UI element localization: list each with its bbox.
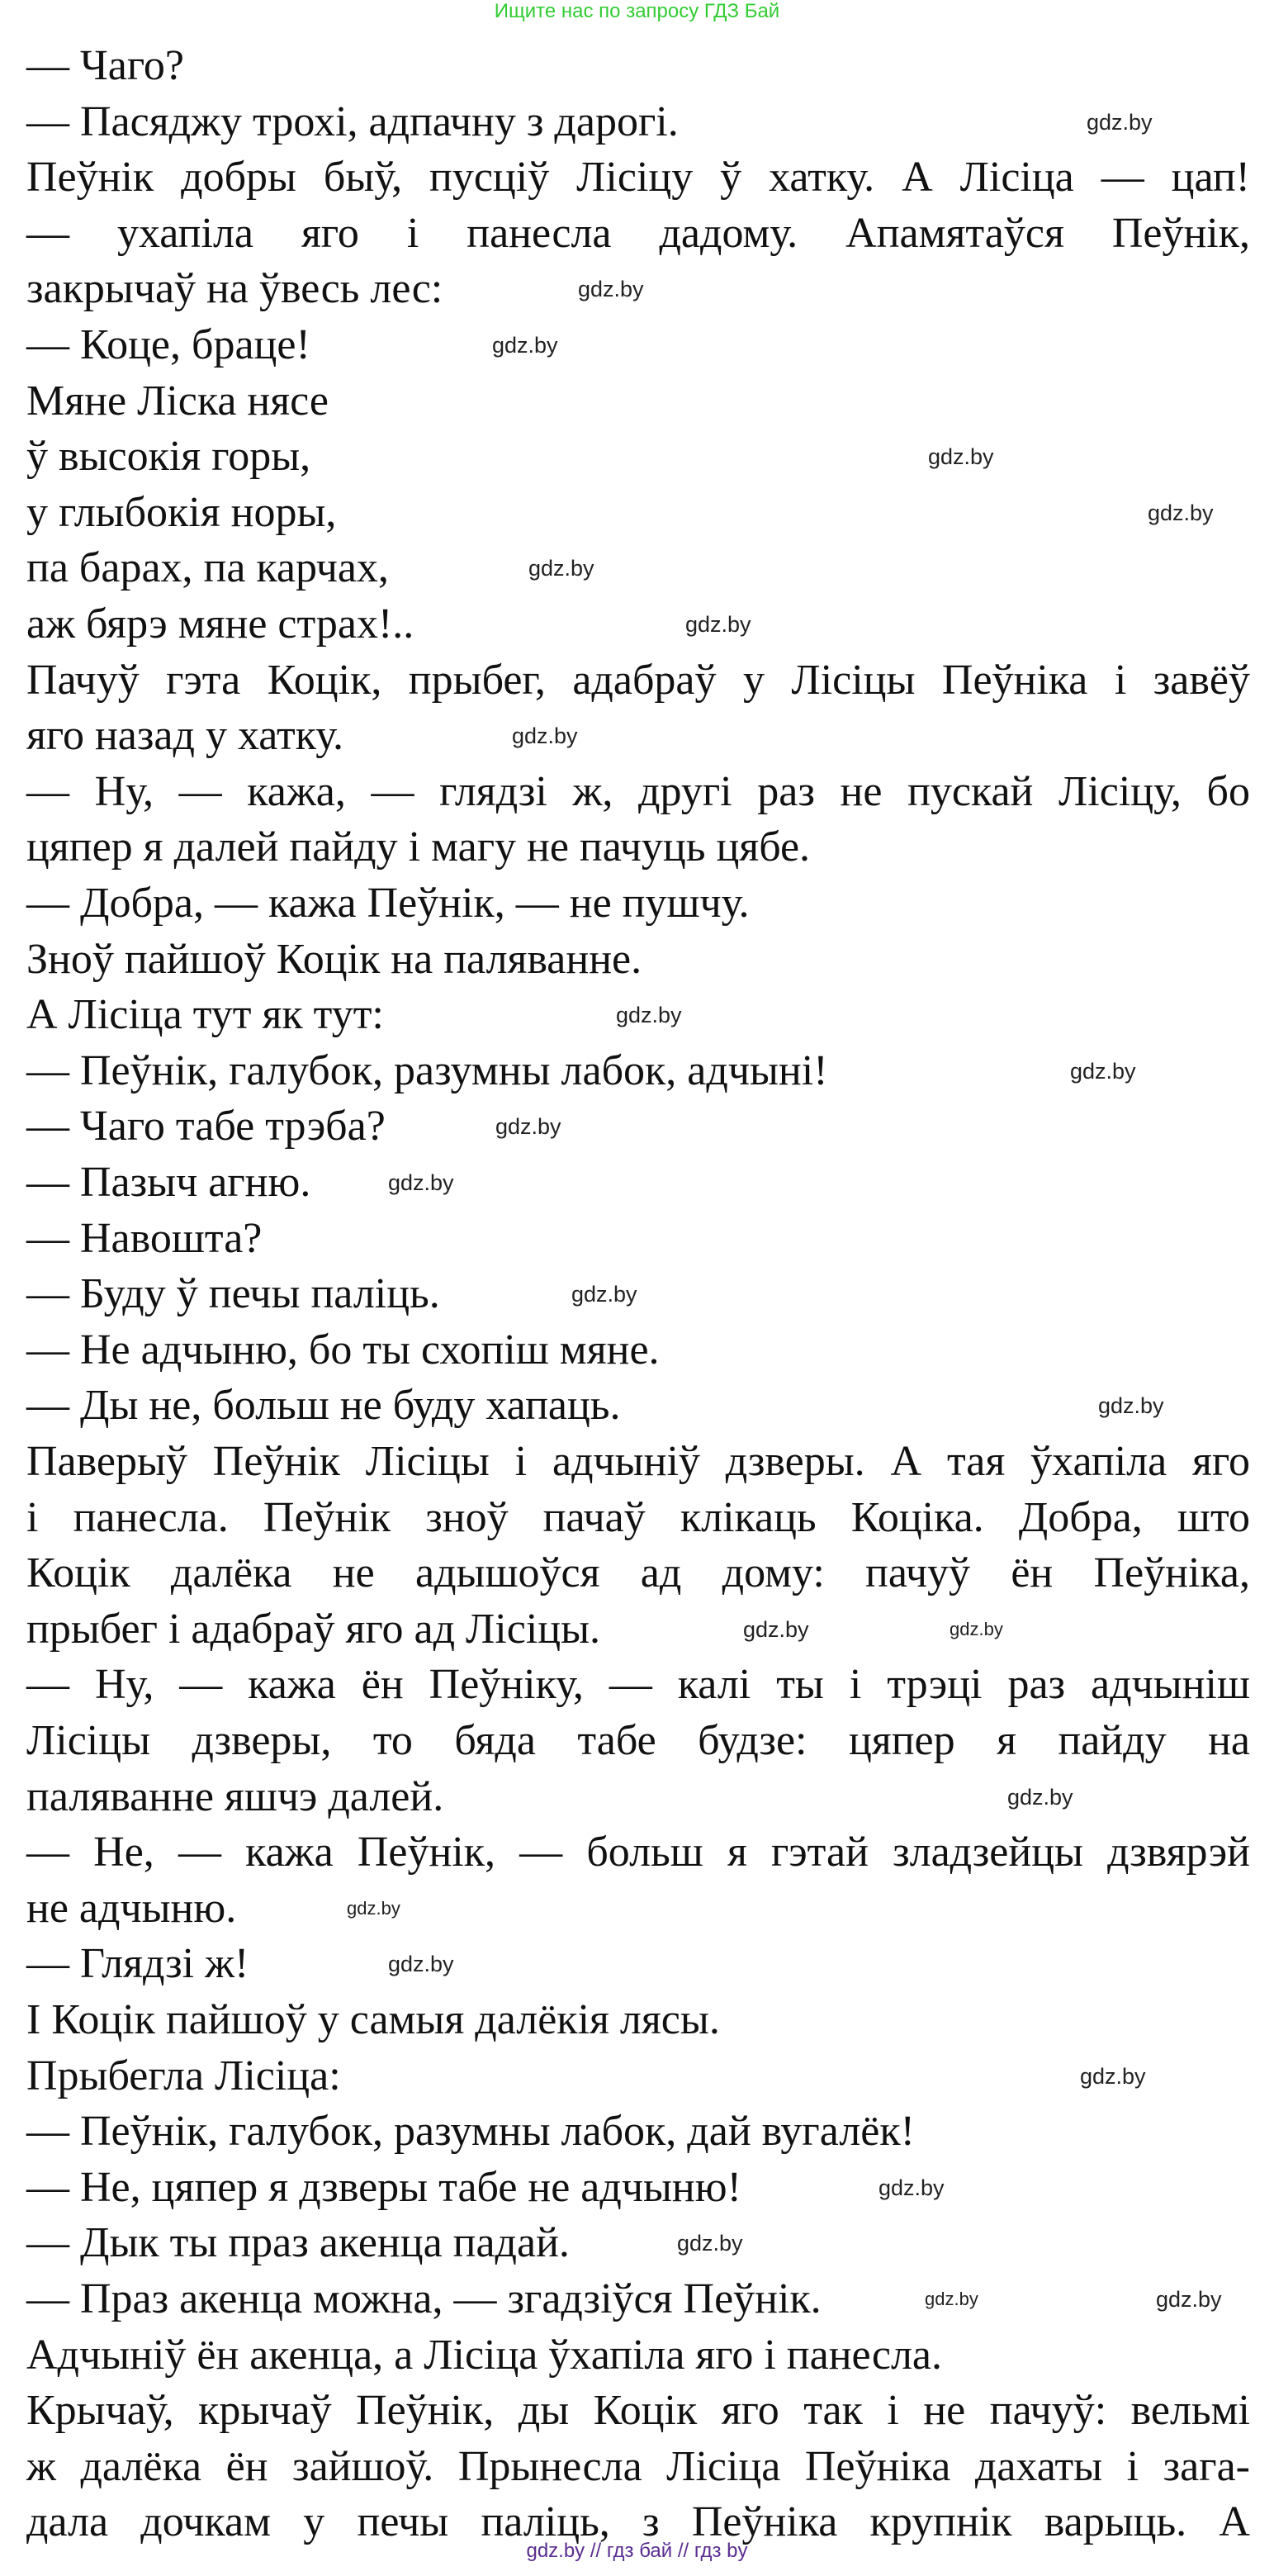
text-line: ў высокія горы, [26, 433, 311, 481]
text-line: Коцік далёка не адышоўся ад дому: пачуў ён Пеўніка, [26, 1549, 1250, 1597]
text-line: — Ды не, больш не буду хапаць. [26, 1382, 621, 1430]
watermark: gdz.by [879, 2175, 945, 2200]
text-line: — Добра, — кажа Пеўнік, — не пушчу. [26, 880, 750, 927]
text-line: — Не, цяпер я дзверы табе не адчыню! [26, 2163, 741, 2211]
text-line: ж далёка ён зайшоў. Прынесла Лісіца Пеўніка дахаты і зага- [26, 2442, 1250, 2490]
watermark: gdz.by [1080, 2063, 1146, 2089]
watermark: gdz.by [1070, 1058, 1136, 1084]
text-line: — Пасяджу трохі, адпачну з дарогі. [26, 97, 679, 145]
text-line: дала дочкам у печы паліць, з Пеўніка крупнік варыць. А [26, 2498, 1250, 2546]
watermark: gdz.by [950, 1618, 1003, 1639]
text-line: у глыбокія норы, [26, 488, 337, 536]
search-hint-banner: Ищите нас по запросу ГДЗ Бай [494, 0, 780, 22]
watermark: gdz.by [928, 444, 994, 470]
watermark: gdz.by [1007, 1784, 1073, 1810]
text-line: яго назад у хатку. [26, 712, 344, 760]
text-line: І Коцік пайшоў у самыя далёкія лясы. [26, 1996, 720, 2043]
text-line: — Дык ты праз акенца падай. [26, 2219, 570, 2267]
footer-links[interactable]: gdz.by // гдз бай // гдз by [526, 2540, 748, 2562]
watermark: gdz.by [492, 333, 558, 358]
text-line: аж бярэ мяне страх!.. [26, 600, 414, 648]
text-line: не адчыню. [26, 1884, 237, 1932]
text-line: — Глядзі ж! [26, 1940, 249, 1988]
text-line: закрычаў на ўвесь лес: [26, 265, 443, 313]
text-line: Адчыніў ён акенца, а Лісіца ўхапіла яго і панесла. [26, 2331, 943, 2379]
text-line: Мяне Ліска нясе [26, 377, 329, 425]
text-line: — Коце, браце! [26, 321, 310, 368]
watermark: gdz.by [347, 1897, 400, 1919]
watermark: gdz.by [1156, 2287, 1222, 2312]
watermark: gdz.by [578, 277, 644, 302]
watermark: gdz.by [388, 1952, 454, 1977]
text-line: — Буду ў печы паліць. [26, 1270, 440, 1318]
text-line: Зноў пайшоў Коцік на паляванне. [26, 935, 642, 983]
text-line: Крычаў, крычаў Пеўнік, ды Коцік яго так і не пачуў: вельмі [26, 2387, 1250, 2435]
watermark: gdz.by [1148, 500, 1214, 525]
text-line: — Ну, — кажа, — глядзі ж, другі раз не пускай Лісіцу, бо [26, 767, 1250, 815]
watermark: gdz.by [925, 2289, 978, 2309]
text-line: цяпер я далей пайду і магу не пачуць цябе. [26, 823, 811, 871]
text-line: — Навошта? [26, 1214, 263, 1262]
text-line: Лісіцы дзверы, то бяда табе будзе: цяпер я пайду на [26, 1717, 1250, 1764]
text-line: Пеўнік добры быў, пусціў Лісіцу ў хатку. А Лісіца — цап! [26, 154, 1250, 202]
watermark: gdz.by [571, 1282, 637, 1307]
watermark: gdz.by [512, 723, 578, 749]
text-line: — Праз акенца можна, — згадзіўся Пеўнік. [26, 2275, 822, 2322]
text-line: — Чаго? [26, 42, 184, 89]
watermark: gdz.by [677, 2231, 743, 2256]
text-line: — Ну, — кажа ён Пеўніку, — калі ты і трэці раз адчыніш [26, 1661, 1250, 1709]
watermark: gdz.by [743, 1616, 809, 1642]
text-line: Прыбегла Лісіца: [26, 2052, 341, 2099]
watermark: gdz.by [1087, 109, 1153, 135]
text-line: — Пеўнік, галубок, разумны лабок, адчыні! [26, 1046, 828, 1094]
text-line: — Не, — кажа Пеўнік, — больш я гэтай зладзейцы дзвярэй [26, 1829, 1250, 1876]
watermark: gdz.by [528, 556, 594, 581]
text-line: А Лісіца тут як тут: [26, 991, 384, 1039]
text-line: — ухапіла яго і панесла дадому. Апамятаўся Пеўнік, [26, 209, 1250, 257]
watermark: gdz.by [616, 1003, 682, 1028]
watermark: gdz.by [495, 1114, 561, 1140]
text-line: — Не адчыню, бо ты схопіш мяне. [26, 1326, 660, 1373]
text-line: — Пеўнік, галубок, разумны лабок, дай вугалёк! [26, 2108, 915, 2156]
text-line: — Чаго табе трэба? [26, 1103, 386, 1150]
text-line: і панесла. Пеўнік зноў пачаў клікаць Коціка. Добра, што [26, 1493, 1250, 1541]
text-line: па барах, па карчах, [26, 544, 389, 592]
text-line: Пачуў гэта Коцік, прыбег, адабраў у Лісіцы Пеўніка і завёў [26, 656, 1250, 704]
text-line: Паверыў Пеўнік Лісіцы і адчыніў дзверы. А тая ўхапіла яго [26, 1438, 1250, 1485]
watermark: gdz.by [388, 1170, 454, 1195]
text-line: — Пазыч агню. [26, 1159, 311, 1206]
text-line: паляванне яшчэ далей. [26, 1772, 444, 1820]
watermark: gdz.by [685, 612, 751, 637]
text-line: прыбег і адабраў яго ад Лісіцы. [26, 1605, 601, 1653]
watermark: gdz.by [1098, 1393, 1164, 1419]
